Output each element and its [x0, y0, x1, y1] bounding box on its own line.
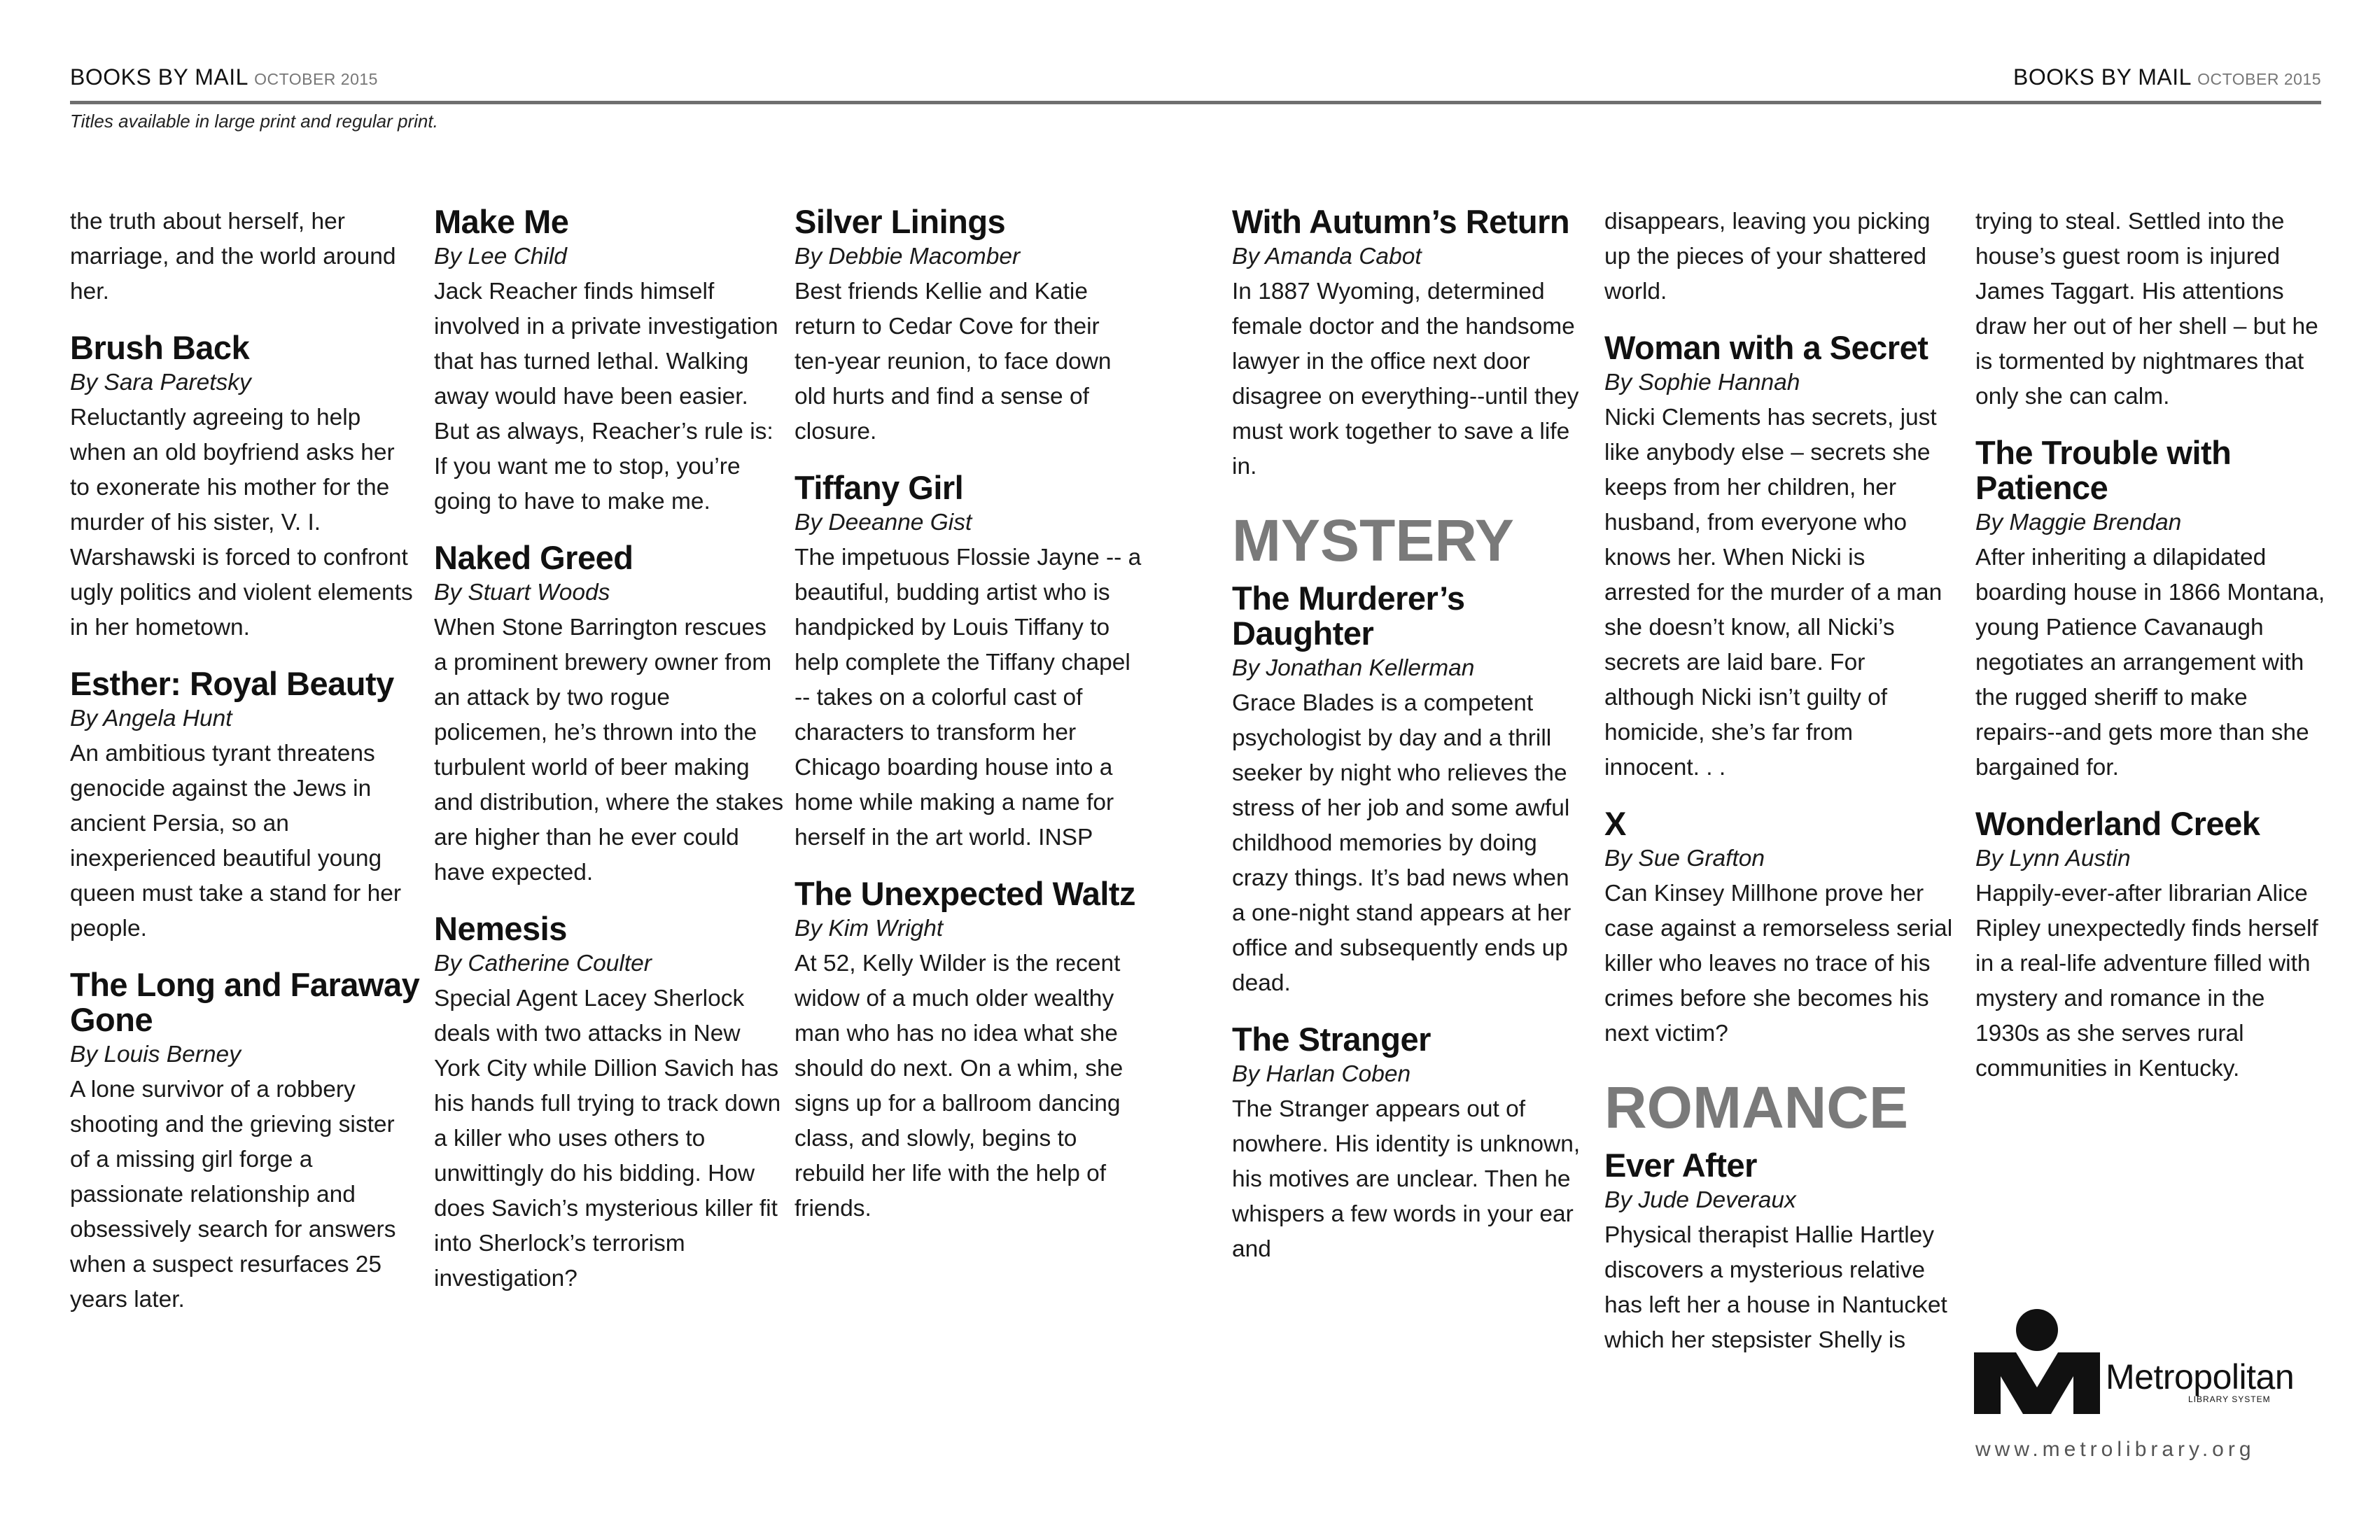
- book-entry: [434, 540, 784, 890]
- book-description: After inheriting a dilapidated boarding house in 1866 Montana, young Patience Cavanaugh negotiates an arrangement with the rugged sheriff to make repairs--and gets more than she bargained for.: [1975, 545, 2325, 780]
- book-entry: [1232, 1022, 1582, 1267]
- continued-text: disappears, leaving you picking up the pieces of your shattered world.: [1604, 209, 1931, 304]
- book-author: By Harlan Coben: [1232, 1061, 1411, 1087]
- book-author: By Louis Berney: [70, 1042, 241, 1068]
- book-entry: [794, 876, 1144, 1226]
- page-header: [2013, 64, 2321, 90]
- book-description: Best friends Kellie and Katie return to Cedar Cove for their ten-year reunion, to face down old hurts and find a sense of closure.: [794, 279, 1112, 444]
- book-description: Grace Blades is a competent psychologist by day and a thrill seeker by night who relieves the stress of her job and some awful childhood memories by doing crazy things. It’s bad news when a one-night stand appears at her office and subsequently ends up dead.: [1232, 690, 1572, 996]
- book-description: Physical therapist Hallie Hartley discovers a mysterious relative has left her a house in Nantucket which her stepsister Shelly is: [1604, 1222, 1947, 1353]
- section-heading-romance: ROMANCE: [1604, 1074, 1908, 1140]
- header-title: BOOKS BY MAIL: [70, 64, 248, 90]
- page-header: [70, 64, 378, 90]
- book-title: The Long and Faraway Gone: [70, 966, 420, 1038]
- book-title: Esther: Royal Beauty: [70, 665, 394, 702]
- book-title: The Unexpected Waltz: [794, 875, 1136, 912]
- book-title: Wonderland Creek: [1975, 805, 2260, 842]
- book-description: Reluctantly agreeing to help when an old boyfriend asks her to exonerate his mother for the murder of his sister, V. I. Warshawski is forced to confront ugly politics and violent elements in her hometown.: [70, 405, 413, 640]
- book-entry: [794, 204, 1144, 449]
- book-author: By Lynn Austin: [1975, 846, 2131, 872]
- book-title: X: [1604, 805, 1626, 842]
- book-author: By Jonathan Kellerman: [1232, 655, 1475, 681]
- book-entry: [1604, 806, 1954, 1051]
- book-author: By Angela Hunt: [70, 706, 232, 732]
- section-heading-mystery: MYSTERY: [1232, 507, 1514, 573]
- book-description: When Stone Barrington rescues a prominent brewery owner from an attack by two rogue policemen, he’s thrown into the turbulent world of beer making and distribution, where the stakes are higher than he ever could have expected.: [434, 615, 784, 886]
- column-6: [1975, 204, 2325, 1107]
- book-description: Nicki Clements has secrets, just like anybody else – secrets she keeps from her children, her husband, from everyone who knows her. When Nicki is arrested for the murder of a man she doesn’t know, all Nicki’s secrets are laid bare. For although Nicki isn’t guilty of homicide, she’s far from innocent. . .: [1604, 405, 1942, 780]
- book-title: With Autumn’s Return: [1232, 203, 1570, 240]
- book-title: Woman with a Secret: [1604, 329, 1928, 366]
- book-title: Make Me: [434, 203, 569, 240]
- book-title: Tiffany Girl: [794, 469, 964, 506]
- book-description: An ambitious tyrant threatens genocide against the Jews in ancient Persia, so an inexperienced beautiful young queen must take a stand for her people.: [70, 741, 402, 941]
- column-3: [794, 204, 1144, 1247]
- book-author: By Lee Child: [434, 244, 567, 270]
- book-author: By Jude Deveraux: [1604, 1187, 1796, 1213]
- header-month: OCTOBER 2015: [254, 70, 378, 88]
- book-author: By Sophie Hannah: [1604, 370, 1800, 396]
- book-author: By Sue Grafton: [1604, 846, 1765, 872]
- logo-subtitle: LIBRARY SYSTEM: [2188, 1394, 2271, 1404]
- header-month: OCTOBER 2015: [2197, 70, 2321, 88]
- column-5: [1604, 204, 1954, 1379]
- book-entry: [1975, 435, 2325, 785]
- book-entry: [1604, 1148, 1954, 1358]
- book-description: Happily-ever-after librarian Alice Ripley unexpectedly finds herself in a real-life adventure filled with mystery and romance in the 1930s as she serves rural communities in Kentucky.: [1975, 881, 2318, 1082]
- book-title: Silver Linings: [794, 203, 1006, 240]
- book-description: The impetuous Flossie Jayne -- a beautiful, budding artist who is handpicked by Louis Tiffany to help complete the Tiffany chapel -- takes on a colorful cast of characters to transform her Chicago boarding house into a home while making a name for herself in the art world. INSP: [794, 545, 1142, 850]
- continued-text: the truth about herself, her marriage, and the world around her.: [70, 209, 396, 304]
- book-description: Can Kinsey Millhone prove her case against a remorseless serial killer who leaves no trace of his crimes before she becomes his next victim?: [1604, 881, 1953, 1046]
- print-availability-note: Titles available in large print and regular print.: [70, 111, 438, 132]
- logo-wordmark: Metropolitan: [2106, 1357, 2295, 1396]
- book-entry: [1232, 204, 1582, 484]
- right-page: [1190, 0, 2380, 1540]
- book-entry: [1975, 806, 2325, 1086]
- book-description: Special Agent Lacey Sherlock deals with two attacks in New York City while Dillion Savich has his hands full trying to track down a killer who uses others to unwittingly do his bidding. How does Savich’s mysterious killer fit into Sherlock’s terrorism investigation?: [434, 986, 781, 1292]
- book-title: Nemesis: [434, 910, 567, 947]
- column-1: [70, 204, 420, 1338]
- book-title: Brush Back: [70, 329, 250, 366]
- book-entry: [434, 911, 784, 1296]
- book-entry: [70, 967, 420, 1317]
- book-description: At 52, Kelly Wilder is the recent widow of a much older wealthy man who has no idea what she should do next. On a whim, she signs up for a ballroom dancing class, and slowly, begins to rebuild her life with the help of friends.: [794, 951, 1124, 1222]
- column-4: [1232, 204, 1582, 1288]
- continued-text: trying to steal. Settled into the house’s guest room is injured James Taggart. His attentions draw her out of her shell – but he is tormented by nightmares that only she can calm.: [1975, 209, 2318, 410]
- book-author: By Stuart Woods: [434, 580, 610, 606]
- book-title: Naked Greed: [434, 539, 634, 576]
- header-title: BOOKS BY MAIL: [2013, 64, 2191, 90]
- book-author: By Debbie Macomber: [794, 244, 1021, 270]
- book-author: By Maggie Brendan: [1975, 510, 2182, 536]
- book-title: The Trouble with Patience: [1975, 434, 2232, 506]
- book-description: In 1887 Wyoming, determined female doctor and the handsome lawyer in the office next door disagree on everything--until they must work together to save a life in.: [1232, 279, 1579, 479]
- book-author: By Deeanne Gist: [794, 510, 972, 536]
- library-website[interactable]: www.metrolibrary.org: [1975, 1438, 2255, 1461]
- book-title: The Murderer’s Daughter: [1232, 580, 1465, 652]
- book-author: By Amanda Cabot: [1232, 244, 1422, 270]
- book-description: A lone survivor of a robbery shooting and the grieving sister of a missing girl forge a passionate relationship and obsessively search for answers when a suspect resurfaces 25 years later.: [70, 1077, 396, 1312]
- book-entry: [434, 204, 784, 519]
- header-rule: [70, 101, 1190, 104]
- book-entry: [70, 330, 420, 645]
- metropolitan-library-logo: [1973, 1309, 2323, 1470]
- book-title: Ever After: [1604, 1147, 1757, 1184]
- book-entry: [70, 666, 420, 946]
- metropolitan-m-logo-icon: [1973, 1309, 2106, 1421]
- book-author: By Kim Wright: [794, 916, 944, 941]
- book-description: The Stranger appears out of nowhere. His identity is unknown, his motives are unclear. Then he whispers a few words in your ear and: [1232, 1096, 1581, 1262]
- column-2: [434, 204, 784, 1317]
- book-author: By Catherine Coulter: [434, 951, 652, 976]
- book-title: The Stranger: [1232, 1021, 1431, 1058]
- book-author: By Sara Paretsky: [70, 370, 251, 396]
- book-description: Jack Reacher finds himself involved in a private investigation that has turned lethal. Walking away would have been easier. But as always, Reacher’s rule is: If you want me to stop, you’re going to have to make me.: [434, 279, 778, 514]
- book-entry: [1232, 581, 1582, 1001]
- header-rule: [1190, 101, 2321, 104]
- book-entry: [1604, 330, 1954, 785]
- book-entry: [794, 470, 1144, 855]
